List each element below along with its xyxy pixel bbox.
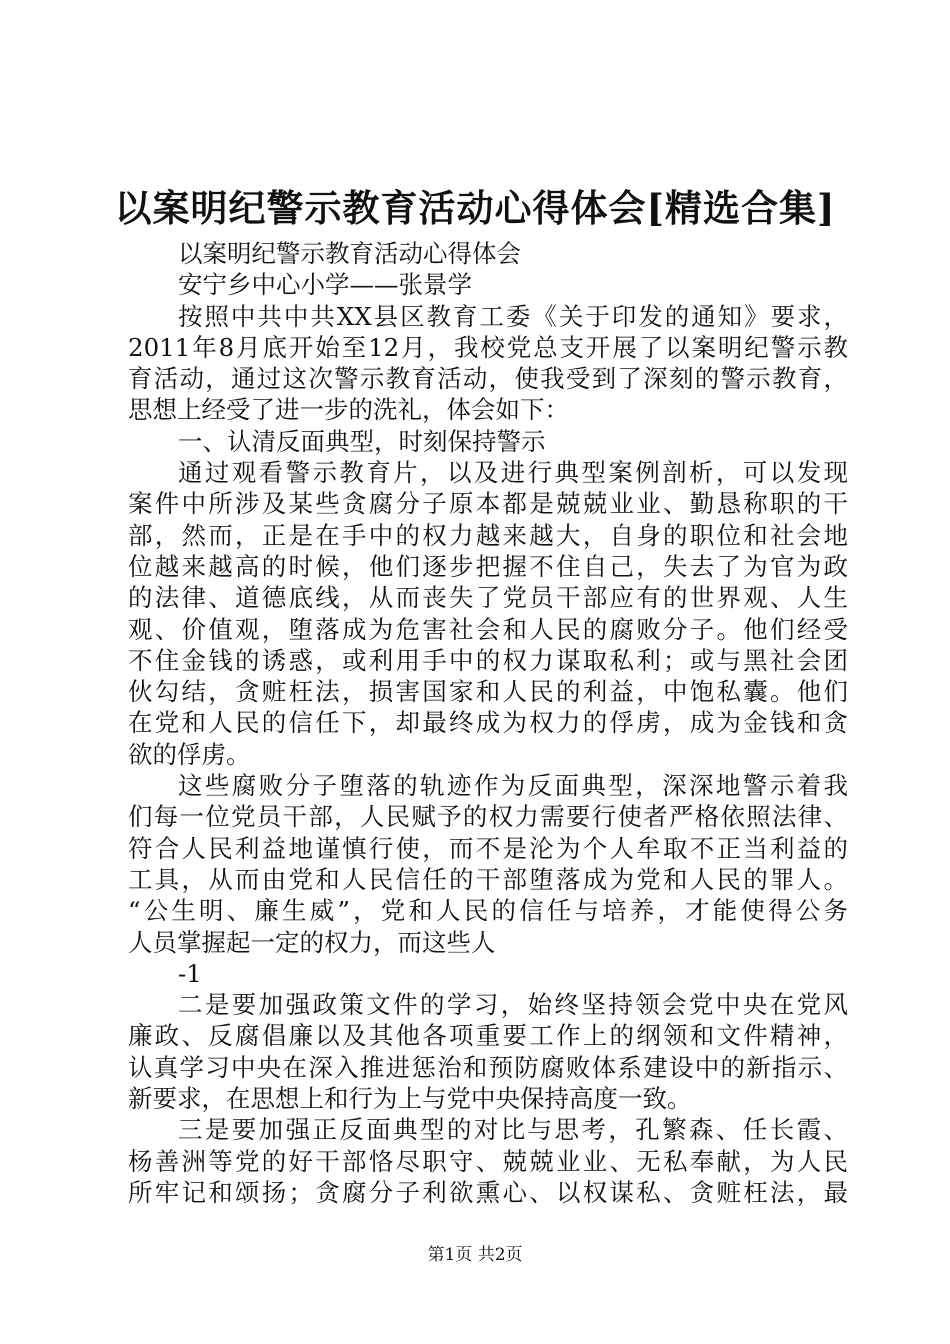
text-line: 思想上经受了进一步的洗礼，体会如下： [128, 395, 569, 425]
text-line: 人员掌握起一定的权力，而这些人 [128, 927, 496, 957]
text-line: 伙勾结，贪赃枉法，损害国家和人民的利益，中饱私囊。他们 [128, 677, 848, 707]
text-line: 所牢记和颂扬；贪腐分子利欲熏心、以权谋私、贪赃枉法，最 [128, 1177, 848, 1207]
text-line: 案件中所涉及某些贪腐分子原本都是兢兢业业、勤恳称职的干 [128, 489, 848, 519]
text-line: 们每一位党员干部，人民赋予的权力需要行使者严格依照法律、 [128, 802, 848, 832]
text-line: 安宁乡中心小学——张景学 [178, 270, 472, 300]
text-line: 以案明纪警示教育活动心得体会 [178, 239, 521, 268]
text-line: 在党和人民的信任下，却最终成为权力的俘虏，成为金钱和贪 [128, 708, 848, 738]
document-body [128, 238, 848, 1208]
text-line: 观、价值观，堕落成为危害社会和人民的腐败分子。他们经受 [128, 614, 848, 644]
text-line: 位越来越高的时候，他们逐步把握不住自己，失去了为官为政 [128, 551, 848, 581]
document-title: 以案明纪警示教育活动心得体会[精选合集] [114, 186, 836, 230]
text-line: 二是要加强政策文件的学习，始终坚持领会党中央在党风 [178, 990, 848, 1020]
text-line: “公生明、廉生威”，党和人民的信任与培养，才能使得公务 [128, 896, 848, 926]
text-line: 不住金钱的诱惑，或利用手中的权力谋取私利；或与黑社会团 [128, 645, 848, 675]
text-line: 按照中共中共XX县区教育工委《关于印发的通知》要求， [178, 301, 848, 331]
text-line: 欲的俘虏。 [128, 739, 251, 769]
text-line: 认真学习中央在深入推进惩治和预防腐败体系建设中的新指示、 [128, 1052, 848, 1082]
text-line: 通过观看警示教育片，以及进行典型案例剖析，可以发现 [178, 458, 848, 488]
text-line: 部，然而，正是在手中的权力越来越大，自身的职位和社会地 [128, 520, 848, 550]
text-line: 杨善洲等党的好干部恪尽职守、兢兢业业、无私奉献，为人民 [128, 1146, 848, 1176]
text-line: 廉政、反腐倡廉以及其他各项重要工作上的纲领和文件精神， [128, 1021, 848, 1051]
page-footer: 第1页 共2页 [427, 1245, 523, 1265]
text-line: 新要求，在思想上和行为上与党中央保持高度一致。 [128, 1084, 692, 1114]
text-line: 符合人民利益地谨慎行使，而不是沦为个人牟取不正当利益的 [128, 833, 848, 863]
text-line: 一、认清反面典型，时刻保持警示 [178, 426, 546, 456]
text-line: 的法律、道德底线，从而丧失了党员干部应有的世界观、人生 [128, 583, 848, 613]
text-line: -1 [178, 958, 202, 988]
text-line: 工具，从而由党和人民信任的干部堕落成为党和人民的罪人。 [128, 864, 848, 894]
text-line: 三是要加强正反面典型的对比与思考，孔繁森、任长霞、 [178, 1115, 848, 1145]
text-line: 2011年8月底开始至12月，我校党总支开展了以案明纪警示教 [128, 332, 848, 362]
text-line: 这些腐败分子堕落的轨迹作为反面典型，深深地警示着我 [178, 771, 848, 801]
text-line: 育活动，通过这次警示教育活动，使我受到了深刻的警示教育， [128, 364, 848, 394]
